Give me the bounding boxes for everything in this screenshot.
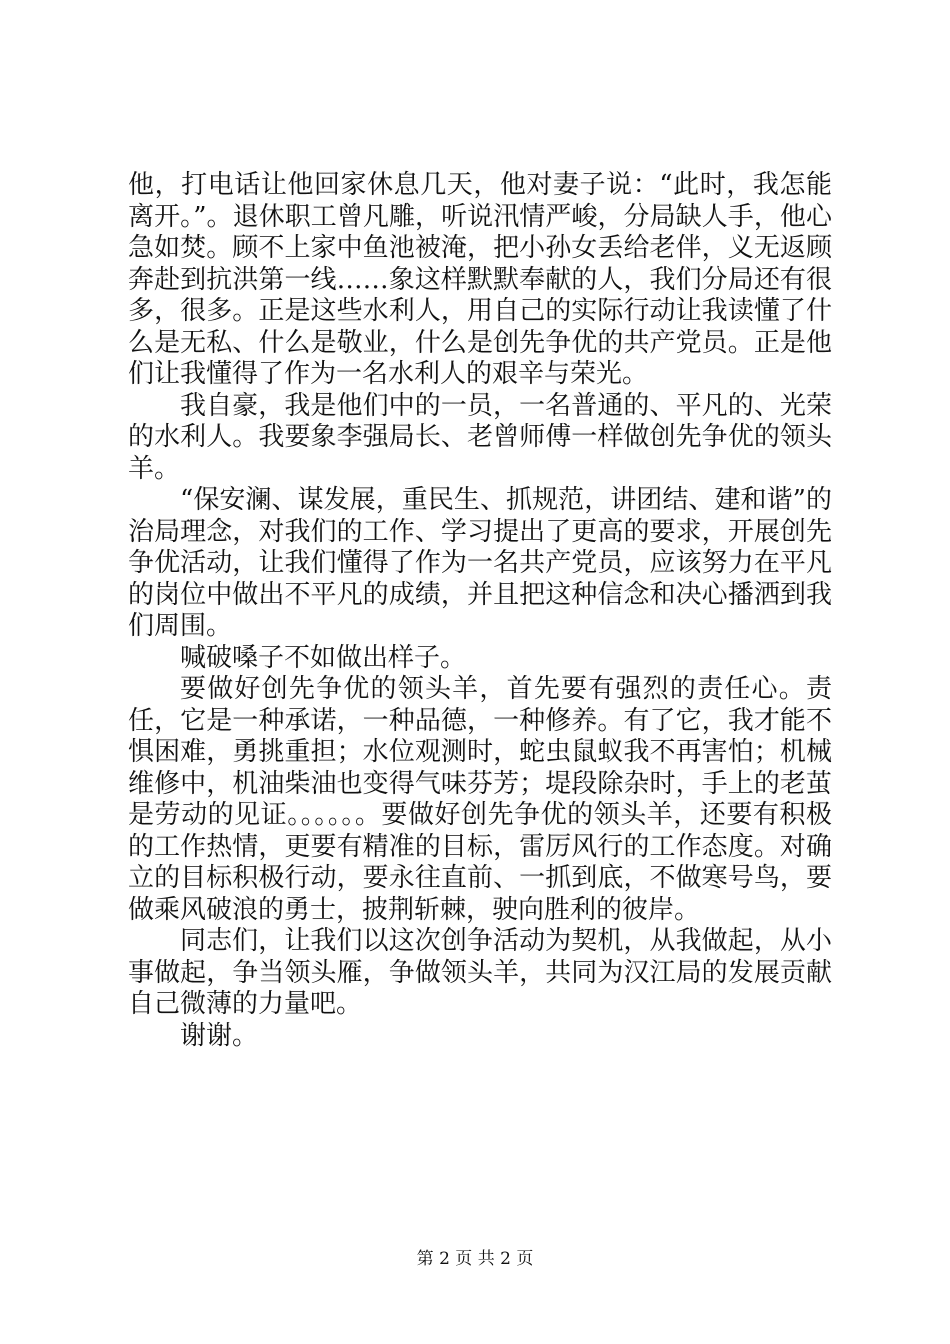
page-number-footer: 第 2 页 共 2 页 bbox=[416, 1249, 534, 1269]
paragraph-3: “保安澜、谋发展，重民生、抓规范，讲团结、建和谐”的治局理念，对我们的工作、学习提出了更高的要求，开展创先争优活动，让我们懂得了作为一名共产党员，应该努力在平凡的岗位中做出不平凡的成绩，并且把这种信念和决心播洒到我们周围。 bbox=[128, 485, 832, 641]
paragraph-6: 同志们，让我们以这次创争活动为契机，从我做起，从小事做起，争当领头雁，争做领头羊，共同为汉江局的发展贡献自己微薄的力量吧。 bbox=[128, 926, 832, 1019]
paragraph-7: 谢谢。 bbox=[180, 1020, 259, 1051]
document-body bbox=[128, 170, 832, 1052]
paragraph-1: 他，打电话让他回家休息几天，他对妻子说：“此时，我怎能离开。”。退休职工曾凡雕，听说汛情严峻，分局缺人手，他心急如焚。顾不上家中鱼池被淹，把小孙女丢给老伴，义无返顾奔赴到抗洪第一线……象这样默默奉献的人，我们分局还有很多，很多。正是这些水利人，用自己的实际行动让我读懂了什么是无私、什么是敬业，什么是创先争优的共产党员。正是他们让我懂得了作为一名水利人的艰辛与荣光。 bbox=[128, 170, 832, 389]
paragraph-4: 喊破嗓子不如做出样子。 bbox=[180, 642, 467, 673]
paragraph-5: 要做好创先争优的领头羊，首先要有强烈的责任心。责任，它是一种承诺，一种品德，一种修养。有了它，我才能不惧困难，勇挑重担；水位观测时，蛇虫鼠蚁我不再害怕；机械维修中，机油柴油也变得气味芬芳；堤段除杂时，手上的老茧是劳动的见证。。。。。。要做好创先争优的领头羊，还要有积极的工作热情，更要有精准的目标，雷厉风行的工作态度。对确立的目标积极行动，要永往直前、一抓到底，不做寒号鸟，要做乘风破浪的勇士，披荆斩棘，驶向胜利的彼岸。 bbox=[128, 674, 832, 925]
paragraph-2: 我自豪，我是他们中的一员，一名普通的、平凡的、光荣的水利人。我要象李强局长、老曾师傅一样做创先争优的领头羊。 bbox=[128, 390, 832, 484]
